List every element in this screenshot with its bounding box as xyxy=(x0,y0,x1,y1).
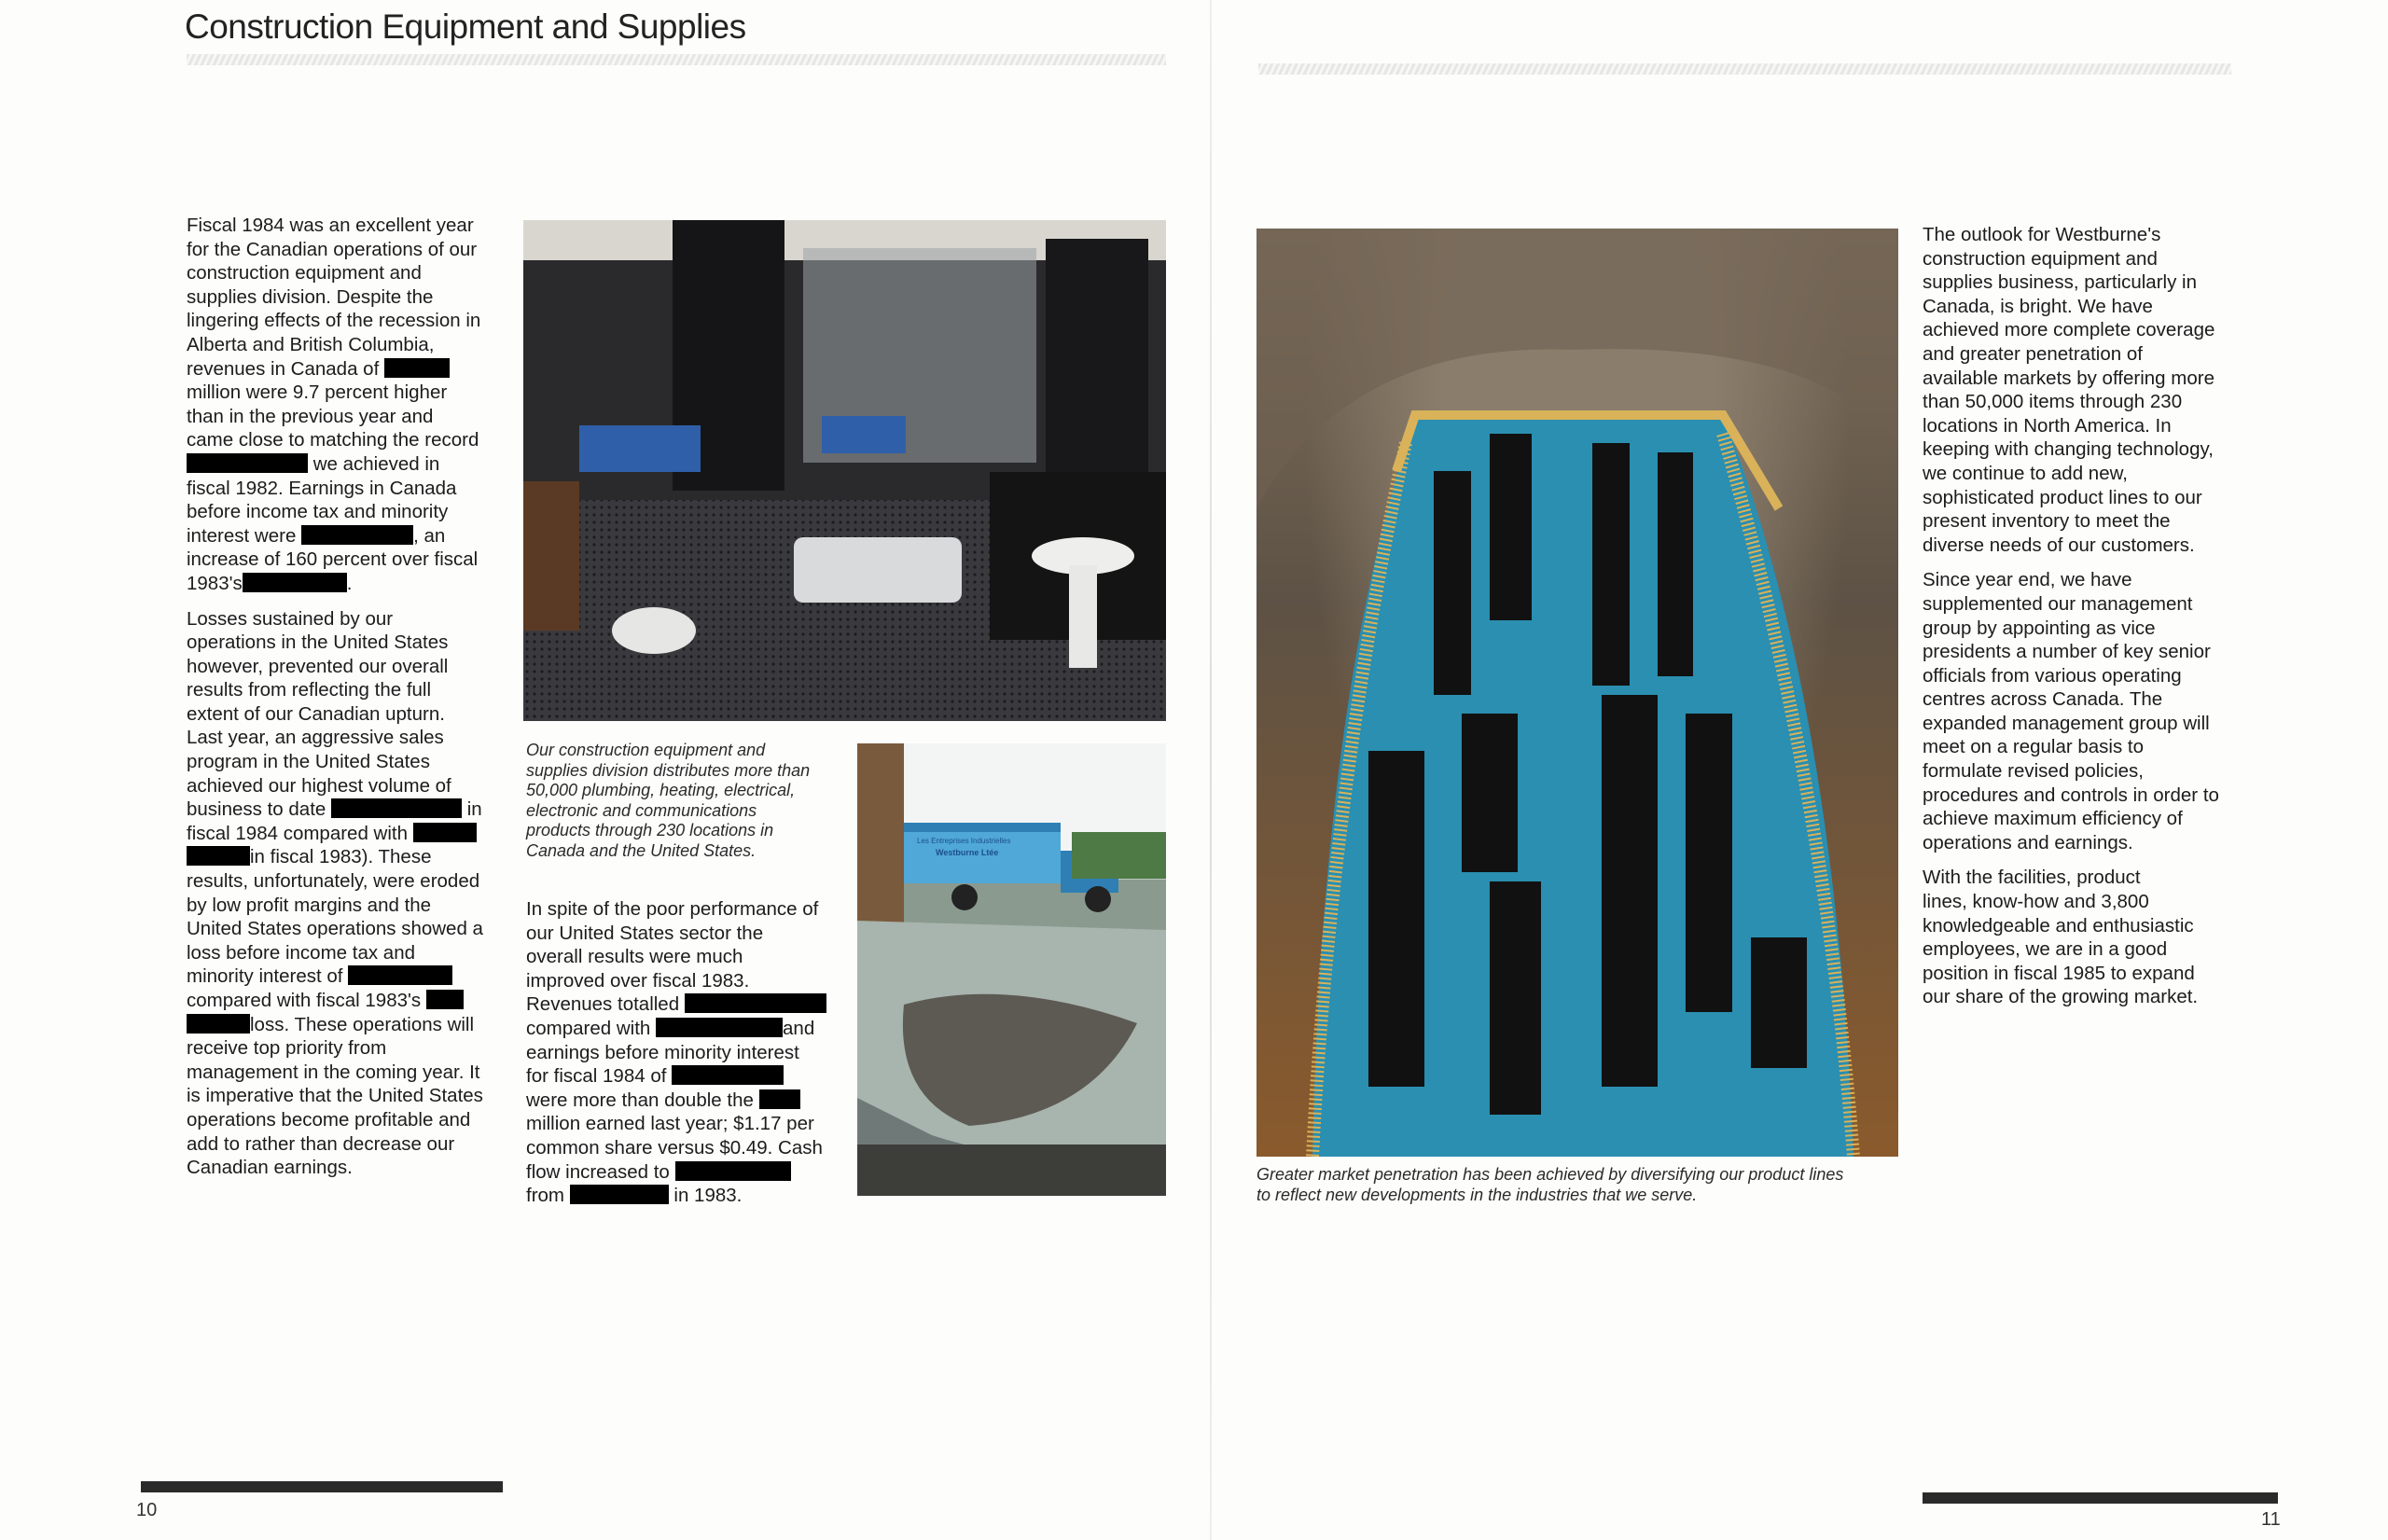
text-segment: before income tax and minority xyxy=(187,501,449,523)
text-segment: and xyxy=(783,1017,815,1039)
photo-caption-circuit xyxy=(1256,1165,1843,1205)
text-segment: presidents a number of key senior xyxy=(1923,641,2211,663)
redaction-block xyxy=(243,573,347,592)
paragraph xyxy=(526,897,826,1208)
paragraph xyxy=(1923,223,2219,557)
page-number-left: 10 xyxy=(136,1500,158,1520)
text-segment: business to date xyxy=(187,798,331,821)
text-line xyxy=(1923,914,2219,938)
text-segment: and greater penetration of xyxy=(1923,342,2143,365)
text-line xyxy=(187,917,483,941)
text-line xyxy=(526,1017,826,1041)
text-segment: achieve maximum efficiency of xyxy=(1923,808,2183,830)
truck-sign-line2: Westburne Ltée xyxy=(936,848,999,857)
redaction-block xyxy=(570,1185,669,1204)
text-line xyxy=(526,945,826,969)
text-segment: in fiscal 1983). These xyxy=(250,846,432,868)
text-segment: improved over fiscal 1983. xyxy=(526,969,750,992)
text-line xyxy=(187,1084,483,1108)
text-line xyxy=(187,798,483,822)
text-line xyxy=(187,477,483,501)
text-line xyxy=(187,894,483,918)
text-line xyxy=(187,1156,483,1180)
text-line xyxy=(1923,390,2219,414)
text-segment: operations in the United States xyxy=(187,631,449,654)
text-segment: lines, know-how and 3,800 xyxy=(1923,891,2149,913)
middle-text-column xyxy=(526,897,826,1219)
text-segment: we continue to add new, xyxy=(1923,462,2128,484)
text-segment: earnings before minority interest xyxy=(526,1041,799,1063)
text-line xyxy=(187,357,483,382)
paragraph xyxy=(1923,866,2219,1009)
text-line xyxy=(1923,617,2219,641)
text-segment: than 50,000 items through 230 xyxy=(1923,391,2183,413)
text-line xyxy=(1923,712,2219,736)
caption-line: supplies division distributes more than xyxy=(526,760,811,780)
text-line xyxy=(1923,985,2219,1009)
paragraph xyxy=(1923,568,2219,854)
text-line xyxy=(1923,271,2219,295)
text-line xyxy=(1923,735,2219,759)
redaction-block xyxy=(331,798,462,818)
text-line xyxy=(526,1160,826,1185)
text-segment: present inventory to meet the xyxy=(1923,510,2171,533)
text-line xyxy=(526,969,826,993)
text-segment: lingering effects of the recession in xyxy=(187,310,481,332)
text-segment: United States operations showed a xyxy=(187,918,483,940)
text-line xyxy=(187,524,483,548)
paragraph xyxy=(187,607,483,1180)
text-line xyxy=(187,1108,483,1132)
redaction-block xyxy=(426,990,464,1009)
text-line xyxy=(1923,807,2219,831)
caption-line: products through 230 locations in xyxy=(526,821,774,839)
text-line xyxy=(1923,640,2219,664)
text-line xyxy=(1923,759,2219,784)
decorative-rule-left xyxy=(187,54,1166,65)
text-segment: The outlook for Westburne's xyxy=(1923,224,2161,245)
text-segment: knowledgeable and enthusiastic xyxy=(1923,914,2194,936)
text-line xyxy=(1923,414,2219,438)
text-line xyxy=(526,992,826,1017)
caption-line: Greater market penetration has been achieved by diversifying our product lines xyxy=(1256,1165,1844,1184)
text-segment: Alberta and British Columbia, xyxy=(187,333,435,355)
redaction-block xyxy=(187,846,250,866)
text-segment: add to rather than decrease our xyxy=(187,1132,455,1155)
text-line xyxy=(1923,318,2219,342)
text-line xyxy=(526,1064,826,1089)
text-line xyxy=(526,1089,826,1113)
redaction-block xyxy=(685,993,826,1013)
text-segment: increase of 160 percent over fiscal xyxy=(187,548,479,571)
text-segment: fiscal 1984 compared with xyxy=(187,822,413,844)
text-segment: minority interest of xyxy=(187,965,349,988)
text-segment: Losses sustained by our xyxy=(187,607,394,630)
text-segment: locations in North America. In xyxy=(1923,414,2172,437)
text-segment: results, unfortunately, were eroded xyxy=(187,870,480,893)
text-segment: construction equipment and xyxy=(187,262,422,284)
bathroom-showroom-photo xyxy=(523,220,1166,721)
text-segment: overall results were much xyxy=(526,946,743,968)
text-line xyxy=(1923,687,2219,712)
text-segment: , an xyxy=(413,524,446,547)
text-line xyxy=(187,572,483,596)
text-segment: loss. These operations will xyxy=(250,1013,475,1035)
text-line xyxy=(187,822,483,846)
text-segment: Revenues totalled xyxy=(526,993,685,1016)
text-line xyxy=(187,333,483,357)
redaction-block xyxy=(672,1065,784,1085)
caption-line: Our construction equipment and xyxy=(526,741,766,759)
text-segment: by low profit margins and the xyxy=(187,894,432,916)
text-line xyxy=(526,1184,826,1208)
text-segment: from xyxy=(526,1185,570,1207)
text-segment: group by appointing as vice xyxy=(1923,617,2156,639)
left-text-column xyxy=(187,214,483,1191)
text-segment: . xyxy=(346,572,353,594)
caption-line: electronic and communications xyxy=(526,800,757,820)
text-segment: centres across Canada. The xyxy=(1923,688,2163,711)
text-segment: for the Canadian operations of our xyxy=(187,238,478,260)
text-segment: With the facilities, product xyxy=(1923,867,2141,889)
text-segment: meet on a regular basis to xyxy=(1923,736,2145,758)
text-line xyxy=(187,405,483,429)
text-segment: management in the coming year. It xyxy=(187,1061,480,1083)
text-line xyxy=(526,897,826,922)
text-segment: common share versus $0.49. Cash xyxy=(526,1136,823,1158)
redaction-block xyxy=(301,525,413,545)
circuit-board-photo xyxy=(1256,229,1898,1157)
text-line xyxy=(1923,962,2219,986)
text-segment: construction equipment and xyxy=(1923,247,2158,270)
text-line xyxy=(1923,247,2219,271)
text-line xyxy=(187,261,483,285)
text-line xyxy=(187,309,483,333)
text-line xyxy=(1923,223,2219,247)
text-segment: achieved our highest volume of xyxy=(187,774,451,797)
text-segment: results from reflecting the full xyxy=(187,679,432,701)
text-line xyxy=(1923,342,2219,367)
text-segment: diverse needs of our customers. xyxy=(1923,534,2195,556)
text-segment: In spite of the poor performance of xyxy=(526,898,819,920)
text-line xyxy=(187,941,483,965)
text-segment: supplemented our management xyxy=(1923,592,2193,615)
redaction-block xyxy=(656,1018,783,1037)
text-segment: Last year, an aggressive sales xyxy=(187,727,444,749)
text-line xyxy=(187,774,483,798)
text-segment: position in fiscal 1985 to expand xyxy=(1923,962,2195,984)
text-line xyxy=(1923,831,2219,855)
text-line xyxy=(1923,664,2219,688)
text-segment: in 1983. xyxy=(668,1185,743,1207)
text-line xyxy=(187,1013,483,1037)
text-segment: Since year end, we have xyxy=(1923,569,2132,591)
text-segment: officials from various operating xyxy=(1923,664,2182,687)
text-segment: however, prevented our overall xyxy=(187,655,449,677)
redaction-block xyxy=(187,1014,250,1034)
text-line xyxy=(526,922,826,946)
text-line xyxy=(187,285,483,310)
text-line xyxy=(1923,486,2219,510)
text-line xyxy=(187,631,483,655)
text-line xyxy=(187,500,483,524)
text-segment: Canada, is bright. We have xyxy=(1923,295,2153,317)
truck-excavator-photo xyxy=(857,743,1166,1196)
text-segment: operations and earnings. xyxy=(1923,831,2133,853)
text-line xyxy=(187,238,483,262)
text-segment: compared with fiscal 1983's xyxy=(187,990,426,1011)
text-segment: formulate revised policies, xyxy=(1923,760,2144,783)
text-line xyxy=(187,452,483,477)
text-segment: fiscal 1982. Earnings in Canada xyxy=(187,477,457,499)
page-title: Construction Equipment and Supplies xyxy=(185,7,746,46)
redaction-block xyxy=(675,1161,791,1181)
text-segment: we achieved in xyxy=(308,452,440,475)
text-line xyxy=(187,702,483,727)
caption-line: 50,000 plumbing, heating, electrical, xyxy=(526,781,796,799)
text-segment: achieved more complete coverage xyxy=(1923,319,2215,341)
text-segment: extent of our Canadian upturn. xyxy=(187,702,445,725)
text-line xyxy=(1923,462,2219,486)
text-segment: expanded management group will xyxy=(1923,712,2210,734)
text-line xyxy=(1923,509,2219,534)
text-segment: flow increased to xyxy=(526,1160,675,1183)
text-line xyxy=(187,607,483,631)
text-line xyxy=(187,548,483,572)
text-segment: in xyxy=(462,798,482,821)
text-segment: operations become profitable and xyxy=(187,1108,471,1131)
decorative-rule-right xyxy=(1258,63,2231,75)
text-line xyxy=(187,989,483,1013)
text-segment: sophisticated product lines to our xyxy=(1923,486,2202,508)
text-line xyxy=(1923,568,2219,592)
text-line xyxy=(1923,937,2219,962)
text-segment: keeping with changing technology, xyxy=(1923,438,2214,461)
text-segment: Fiscal 1984 was an excellent year xyxy=(187,215,474,236)
redaction-block xyxy=(759,1089,800,1109)
text-line xyxy=(187,381,483,405)
text-line xyxy=(1923,295,2219,319)
text-segment: million were 9.7 percent higher xyxy=(187,382,448,404)
text-segment: came close to matching the record xyxy=(187,429,479,451)
text-line xyxy=(187,726,483,750)
right-text-column xyxy=(1923,223,2219,1020)
text-segment: than in the previous year and xyxy=(187,405,434,427)
redaction-block xyxy=(187,453,308,473)
text-segment: revenues in Canada of xyxy=(187,357,384,380)
caption-line: Canada and the United States. xyxy=(526,840,757,860)
text-segment: employees, we are in a good xyxy=(1923,938,2168,961)
text-line xyxy=(187,214,483,238)
paragraph xyxy=(187,214,483,596)
text-segment: supplies business, particularly in xyxy=(1923,271,2197,294)
text-line xyxy=(187,869,483,894)
text-line xyxy=(1923,784,2219,808)
text-segment: 1983's xyxy=(187,572,243,594)
text-segment: million earned last year; $1.17 per xyxy=(526,1113,814,1135)
photo-caption-plumbing xyxy=(526,741,810,861)
text-segment: supplies division. Despite the xyxy=(187,285,434,308)
text-line xyxy=(187,428,483,452)
text-line xyxy=(1923,534,2219,558)
truck-sign-line1: Les Entreprises Industrielles xyxy=(917,837,1011,845)
text-line xyxy=(187,845,483,869)
page-gutter xyxy=(1210,0,1212,1540)
text-line xyxy=(526,1136,826,1160)
text-segment: receive top priority from xyxy=(187,1037,387,1060)
text-line xyxy=(526,1112,826,1136)
footer-bar-left xyxy=(141,1481,503,1492)
text-line xyxy=(187,964,483,989)
text-segment: for fiscal 1984 of xyxy=(526,1065,673,1088)
text-segment: were more than double the xyxy=(526,1089,759,1111)
text-line xyxy=(1923,592,2219,617)
redaction-block xyxy=(413,823,477,842)
text-segment: interest were xyxy=(187,524,302,547)
text-line xyxy=(1923,367,2219,391)
text-line xyxy=(187,655,483,679)
text-line xyxy=(187,678,483,702)
text-line xyxy=(187,1132,483,1157)
text-segment: procedures and controls in order to xyxy=(1923,784,2219,806)
text-segment: available markets by offering more xyxy=(1923,367,2214,389)
redaction-block xyxy=(348,965,452,985)
text-segment: Canadian earnings. xyxy=(187,1157,353,1179)
text-line xyxy=(1923,866,2219,890)
text-line xyxy=(526,1041,826,1065)
text-line xyxy=(187,1036,483,1061)
text-segment: program in the United States xyxy=(187,751,430,773)
text-segment: is imperative that the United States xyxy=(187,1085,483,1107)
text-line xyxy=(1923,890,2219,914)
text-line xyxy=(187,1061,483,1085)
redaction-block xyxy=(384,358,450,378)
text-line xyxy=(187,750,483,774)
text-segment: compared with xyxy=(526,1017,657,1039)
caption-line: to reflect new developments in the industries that we serve. xyxy=(1256,1185,1698,1204)
footer-bar-right xyxy=(1923,1492,2278,1504)
page-number-right: 11 xyxy=(2261,1509,2281,1530)
text-segment: loss before income tax and xyxy=(187,941,415,964)
text-segment: our United States sector the xyxy=(526,922,764,944)
text-line xyxy=(1923,437,2219,462)
text-segment: our share of the growing market. xyxy=(1923,986,2199,1008)
